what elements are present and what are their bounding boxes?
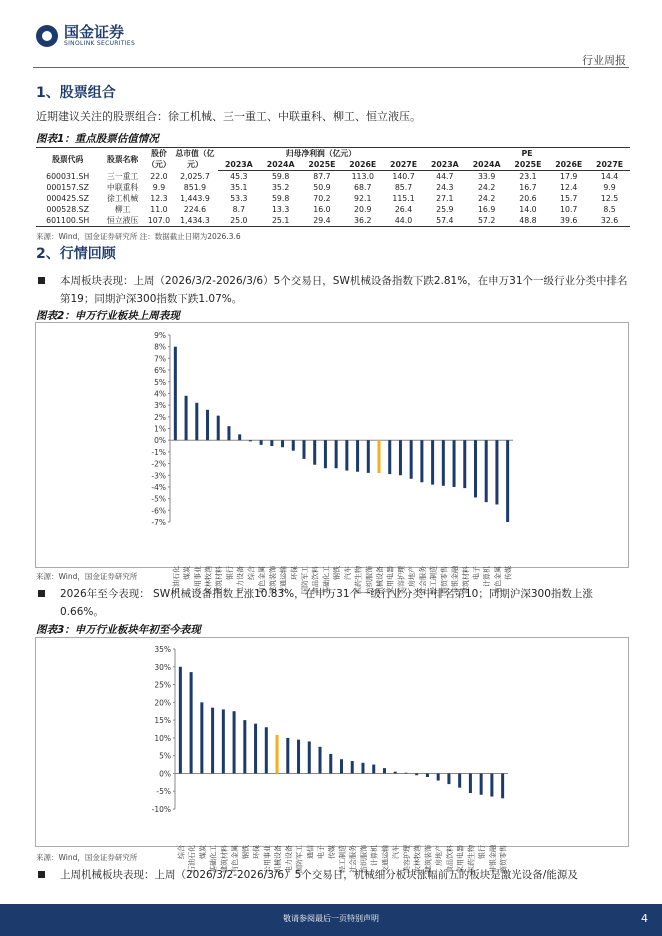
table-row xyxy=(36,215,630,227)
y-tick-label: -4% xyxy=(151,482,166,492)
x-tick-label: 环保 xyxy=(252,845,261,859)
bar xyxy=(217,416,220,441)
pe-value: 32.6 xyxy=(589,215,630,227)
y-tick-label: -10% xyxy=(151,805,171,814)
x-tick-label: 美容护理 xyxy=(402,845,411,873)
x-tick-label: 计算机 xyxy=(370,845,379,866)
logo-icon xyxy=(36,25,58,47)
bar xyxy=(426,773,429,777)
y-tick-label: 0% xyxy=(159,769,171,779)
bar xyxy=(356,440,359,472)
bar xyxy=(319,747,322,774)
x-tick-label: 环保 xyxy=(290,566,299,580)
bar xyxy=(190,672,193,773)
bar xyxy=(249,440,252,441)
y-tick-label: 30% xyxy=(154,662,171,672)
bar xyxy=(200,702,203,773)
bar xyxy=(404,773,407,774)
bar xyxy=(506,440,509,522)
logo-english: SINOLINK SECURITIES xyxy=(64,40,136,47)
bar xyxy=(227,426,230,440)
market-cap: 2,025.7 xyxy=(180,171,210,181)
x-tick-label: 汽车 xyxy=(392,845,401,859)
price: 11.0 xyxy=(150,205,168,214)
table-row xyxy=(36,182,630,193)
weekly-performance-text: 本周板块表现：上周（2026/3/2-2026/3/6）5个交易日，SW机械设备指数下跌2.81%，在申万31个一级行业分类中排名第19；同期沪深300指数下跌1.07%。 xyxy=(60,275,628,305)
y-tick-label: 3% xyxy=(154,401,166,411)
figure-2-title: 图表2：申万行业板块上周表现 xyxy=(36,310,180,322)
y-tick-label: 20% xyxy=(154,698,171,708)
x-tick-label: 有色金属 xyxy=(258,566,267,594)
pe-year-header: 2024A xyxy=(466,159,508,171)
x-tick-label: 石油石化 xyxy=(188,845,197,873)
x-tick-label: 食品饮料 xyxy=(311,566,320,594)
footer-disclaimer: 敬请参阅最后一页特别声明 xyxy=(283,914,379,923)
pe-value: 24.2 xyxy=(477,183,496,192)
profit-value: 26.4 xyxy=(394,205,413,214)
bar xyxy=(174,347,177,441)
profit-value: 29.4 xyxy=(302,215,343,227)
bar xyxy=(233,711,236,773)
bar xyxy=(420,440,423,482)
profit-value: 16.0 xyxy=(313,205,331,214)
x-tick-label: 纺织服饰 xyxy=(365,566,374,594)
profit-value: 35.2 xyxy=(271,183,290,192)
profit-value: 50.9 xyxy=(313,183,331,192)
bar xyxy=(302,440,305,459)
ytd-performance-bullet xyxy=(36,585,630,621)
profit-year-header: 2025E xyxy=(302,159,343,171)
pe-value: 23.1 xyxy=(519,172,537,181)
stock-name: 三一重工 xyxy=(107,171,139,181)
bar xyxy=(238,434,241,440)
y-tick-label: 5% xyxy=(154,377,166,387)
bar xyxy=(415,773,418,775)
x-tick-label: 有色金属 xyxy=(493,566,502,594)
stock-name: 徐工机械 xyxy=(107,194,139,203)
x-tick-label: 电子 xyxy=(317,845,326,859)
y-tick-label: 0% xyxy=(154,436,166,446)
stock-code: 000425.SZ xyxy=(46,194,89,203)
x-tick-label: 传媒 xyxy=(327,845,336,859)
profit-value: 20.9 xyxy=(354,205,372,214)
bar xyxy=(501,773,504,798)
machinery-weekly-text: 上周机械板块表现：上周（2026/3/2-2026/3/6）5个交易日，机械细分板块涨幅前五的板块是激光设备/能源及 xyxy=(60,869,578,881)
page-number: 4 xyxy=(641,912,648,925)
x-tick-label: 综合 xyxy=(177,845,186,859)
bar xyxy=(361,763,364,774)
x-tick-label: 商贸零售 xyxy=(499,845,508,873)
y-tick-label: 2% xyxy=(154,412,166,422)
bar xyxy=(495,440,498,504)
price: 107.0 xyxy=(147,216,171,225)
x-tick-label: 电力设备 xyxy=(236,566,245,594)
x-tick-label: 非银金融 xyxy=(451,566,460,594)
profit-year-header: 2023A xyxy=(218,159,260,171)
profit-value: 70.2 xyxy=(313,194,331,203)
pe-year-header: 2027E xyxy=(589,159,630,171)
y-tick-label: 7% xyxy=(154,354,166,364)
bar xyxy=(437,773,440,780)
profit-value: 35.1 xyxy=(230,183,248,192)
y-tick-label: 6% xyxy=(154,366,166,376)
bar xyxy=(474,440,477,497)
pe-year-header: 2023A xyxy=(424,159,466,171)
x-tick-label: 国防军工 xyxy=(295,845,304,873)
pe-value: 17.9 xyxy=(560,172,578,181)
col-pe: PE xyxy=(424,148,630,160)
bar xyxy=(463,440,466,488)
x-tick-label: 房地产 xyxy=(435,845,444,866)
bar xyxy=(276,735,279,774)
x-tick-label: 公用事业 xyxy=(193,566,202,594)
table-row xyxy=(36,171,630,183)
x-tick-label: 社会服务 xyxy=(418,566,427,594)
bar xyxy=(351,761,354,773)
profit-year-header: 2026E xyxy=(342,159,383,171)
stock-code: 601100.SH xyxy=(36,215,99,227)
col-profit: 归母净利润（亿元） xyxy=(218,148,424,160)
pe-value: 48.8 xyxy=(508,215,549,227)
section-1-title: 1、股票组合 xyxy=(36,85,116,101)
x-tick-label: 钢铁 xyxy=(333,566,342,580)
logo-name: 国金证券 xyxy=(64,23,125,41)
pe-value: 12.5 xyxy=(600,194,619,203)
bar xyxy=(367,440,370,473)
pe-value: 27.1 xyxy=(436,194,454,203)
x-tick-label: 汽车 xyxy=(343,566,352,580)
x-tick-label: 建筑装饰 xyxy=(268,566,277,594)
x-tick-label: 社会服务 xyxy=(349,845,358,873)
valuation-table xyxy=(36,147,630,227)
x-tick-label: 纺织服饰 xyxy=(359,845,368,873)
x-tick-label: 轻工制造 xyxy=(338,845,347,873)
y-tick-label: 35% xyxy=(154,645,171,654)
profit-value: 113.0 xyxy=(351,172,374,181)
x-tick-label: 基础化工 xyxy=(322,566,331,594)
x-tick-label: 家用电器 xyxy=(456,845,465,873)
col-price: 股价（元） xyxy=(147,149,171,170)
bar xyxy=(281,440,284,447)
bar xyxy=(469,773,472,793)
y-tick-label: -5% xyxy=(156,787,171,797)
y-tick-label: 1% xyxy=(154,424,166,434)
y-tick-label: -2% xyxy=(151,459,166,469)
x-tick-label: 建筑材料 xyxy=(215,566,224,594)
y-tick-label: -7% xyxy=(151,518,166,527)
stock-name: 中联重科 xyxy=(107,183,139,192)
bar xyxy=(254,724,257,774)
header-divider xyxy=(33,67,629,68)
bar xyxy=(222,709,225,773)
x-tick-label: 传媒 xyxy=(504,566,513,580)
profit-value: 44.0 xyxy=(383,215,424,227)
profit-value: 36.2 xyxy=(342,215,383,227)
x-tick-label: 公用事业 xyxy=(263,845,272,873)
bar xyxy=(340,759,343,773)
x-tick-label: 农林牧渔 xyxy=(413,845,422,873)
y-tick-label: -1% xyxy=(151,447,166,457)
bar xyxy=(297,740,300,774)
x-tick-label: 建筑装饰 xyxy=(424,845,433,873)
profit-value: 25.1 xyxy=(260,215,302,227)
y-tick-label: -3% xyxy=(151,471,166,481)
bar xyxy=(345,440,348,470)
x-tick-label: 房地产 xyxy=(408,566,417,587)
bar xyxy=(329,754,332,774)
x-tick-label: 通信 xyxy=(306,845,315,859)
pe-value: 14.0 xyxy=(519,205,537,214)
chart-frame xyxy=(36,323,629,568)
bar xyxy=(453,440,456,487)
x-tick-label: 煤炭 xyxy=(198,845,207,859)
y-tick-label: -6% xyxy=(151,506,166,516)
col-name: 股票名称 xyxy=(99,148,146,171)
bar xyxy=(211,708,214,774)
x-tick-label: 钢铁 xyxy=(241,845,250,859)
bar xyxy=(490,773,493,796)
y-tick-label: -5% xyxy=(151,494,166,504)
document-type: 行业周报 xyxy=(582,54,626,67)
profit-value: 53.3 xyxy=(230,194,248,203)
bar xyxy=(442,440,445,486)
x-tick-label: 建筑材料 xyxy=(220,845,229,873)
x-tick-label: 轻工制造 xyxy=(429,566,438,594)
y-tick-label: 8% xyxy=(154,342,166,352)
market-cap: 224.6 xyxy=(183,205,207,214)
pe-value: 44.7 xyxy=(436,172,454,181)
bar xyxy=(185,396,188,440)
section-1-intro: 近期建议关注的股票组合：徐工机械、三一重工、中联重科、柳工、恒立液压。 xyxy=(36,110,421,123)
bullet-icon xyxy=(38,871,45,878)
pe-value: 24.2 xyxy=(477,194,496,203)
profit-year-header: 2024A xyxy=(260,159,302,171)
pe-value: 16.9 xyxy=(477,205,496,214)
bar xyxy=(410,440,413,479)
figure-3-title: 图表3：申万行业板块年初至今表现 xyxy=(36,624,201,636)
bar xyxy=(260,440,263,445)
bar xyxy=(270,440,273,446)
x-tick-label: 交通运输 xyxy=(279,566,288,594)
pe-value: 16.7 xyxy=(519,183,537,192)
x-tick-label: 电子 xyxy=(472,566,481,580)
x-tick-label: 机械设备 xyxy=(274,845,283,873)
pe-value: 9.9 xyxy=(603,183,616,192)
profit-value: 59.8 xyxy=(271,172,290,181)
stock-code: 600031.SH xyxy=(46,171,90,181)
bar xyxy=(195,403,198,440)
table-row xyxy=(36,193,630,204)
bar xyxy=(335,440,338,468)
x-tick-label: 国防军工 xyxy=(300,566,309,594)
x-tick-label: 基础化工 xyxy=(209,845,218,873)
col-mcap: 总市值（亿元） xyxy=(172,148,218,171)
market-cap: 851.9 xyxy=(183,183,207,192)
x-tick-label: 电力设备 xyxy=(284,845,293,873)
y-tick-label: 25% xyxy=(154,680,171,690)
profit-value: 87.7 xyxy=(313,172,331,181)
pe-value: 25.9 xyxy=(436,205,454,214)
pe-value: 57.2 xyxy=(466,215,508,227)
x-tick-label: 建筑材料 xyxy=(461,566,470,594)
x-tick-label: 银行 xyxy=(478,845,487,859)
x-tick-label: 有色金属 xyxy=(231,845,240,873)
x-tick-label: 计算机 xyxy=(483,566,492,587)
x-tick-label: 煤炭 xyxy=(183,566,192,580)
x-tick-label: 商贸零售 xyxy=(440,566,449,594)
profit-value: 140.7 xyxy=(392,172,415,181)
x-tick-label: 食品饮料 xyxy=(445,845,454,873)
bar xyxy=(480,773,483,794)
figure-1-title: 图表1：重点股票估值情况 xyxy=(36,133,159,145)
stock-code: 000528.SZ xyxy=(46,205,89,214)
bar xyxy=(378,440,381,473)
bar xyxy=(458,773,461,787)
profit-value: 45.3 xyxy=(230,172,248,181)
y-tick-label: 15% xyxy=(154,716,171,726)
section-2-title: 2、行情回顾 xyxy=(36,246,116,262)
pe-value: 10.7 xyxy=(560,205,578,214)
brand-logo xyxy=(36,24,135,47)
x-tick-label: 非银金融 xyxy=(488,845,497,873)
stock-name: 柳工 xyxy=(114,205,131,214)
bar xyxy=(243,720,246,773)
profit-year-header: 2027E xyxy=(383,159,424,171)
x-tick-label: 医药生物 xyxy=(354,566,363,594)
machinery-weekly-bullet xyxy=(36,866,630,884)
bar xyxy=(324,440,327,468)
pe-value: 57.4 xyxy=(424,215,466,227)
price: 12.3 xyxy=(150,194,168,203)
bar xyxy=(206,410,209,440)
y-tick-label: 4% xyxy=(154,389,166,399)
bar xyxy=(447,773,450,784)
profit-value: 59.8 xyxy=(271,194,290,203)
x-tick-label: 家用电器 xyxy=(386,566,395,594)
pe-value: 12.4 xyxy=(560,183,578,192)
x-tick-label: 银行 xyxy=(225,566,234,580)
pe-value: 33.9 xyxy=(477,172,496,181)
stock-name: 恒立液压 xyxy=(99,215,146,227)
profit-value: 25.0 xyxy=(218,215,260,227)
figure-1-source: 来源：Wind，国金证券研究所 注：数据截止日期为2026.3.6 xyxy=(36,232,241,241)
x-tick-label: 美容护理 xyxy=(397,566,406,594)
profit-value: 13.3 xyxy=(271,205,290,214)
chart-frame xyxy=(36,638,629,847)
bar xyxy=(399,440,402,475)
bar xyxy=(313,440,316,465)
market-cap: 1,443.9 xyxy=(180,194,210,203)
bar xyxy=(394,772,397,774)
bar xyxy=(286,738,289,774)
price: 22.0 xyxy=(150,171,168,181)
profit-value: 115.1 xyxy=(392,194,415,203)
profit-value: 92.1 xyxy=(354,194,372,203)
y-tick-label: 9% xyxy=(154,331,166,340)
y-tick-label: 10% xyxy=(154,733,171,743)
pe-value: 20.6 xyxy=(519,194,537,203)
bar xyxy=(308,741,311,773)
bar xyxy=(292,440,295,451)
x-tick-label: 机械设备 xyxy=(376,566,385,594)
pe-value: 15.7 xyxy=(560,194,578,203)
ytd-performance-text: 2026年至今表现： SW机械设备指数上涨10.83%，在申万31个一级行业分类中排名第10；同期沪深300指数上涨0.66%。 xyxy=(60,588,593,618)
stock-code: 000157.SZ xyxy=(46,183,89,192)
pe-value: 24.3 xyxy=(436,183,454,192)
x-tick-label: 综合 xyxy=(247,566,256,580)
profit-value: 68.7 xyxy=(354,183,372,192)
figure-3-source: 来源：Wind，国金证券研究所 xyxy=(36,853,138,862)
y-tick-label: 5% xyxy=(159,751,171,761)
bar xyxy=(388,440,391,474)
x-tick-label: 医药生物 xyxy=(467,845,476,873)
bullet-icon xyxy=(38,277,45,284)
pe-year-header: 2026E xyxy=(548,159,589,171)
bar xyxy=(431,440,434,484)
market-cap: 1,434.3 xyxy=(172,215,218,227)
bullet-icon xyxy=(38,590,45,597)
bar xyxy=(383,768,386,773)
x-tick-label: 交通运输 xyxy=(381,845,390,873)
profit-value: 8.7 xyxy=(232,205,246,214)
x-tick-label: 石油石化 xyxy=(172,566,181,594)
pe-year-header: 2025E xyxy=(508,159,549,171)
col-code: 股票代码 xyxy=(36,148,99,171)
bar xyxy=(485,440,488,502)
pe-value: 8.5 xyxy=(603,205,616,214)
profit-value: 85.7 xyxy=(394,183,413,192)
table-row xyxy=(36,204,630,215)
bar xyxy=(372,765,375,774)
bar xyxy=(179,667,182,774)
price: 9.9 xyxy=(152,183,166,192)
weekly-performance-bullet xyxy=(36,272,630,308)
pe-value: 39.6 xyxy=(548,215,589,227)
bar xyxy=(265,727,268,773)
figure-2-source: 来源：Wind，国金证券研究所 xyxy=(36,572,138,581)
pe-value: 14.4 xyxy=(600,172,619,181)
x-tick-label: 农林牧渔 xyxy=(204,566,213,594)
